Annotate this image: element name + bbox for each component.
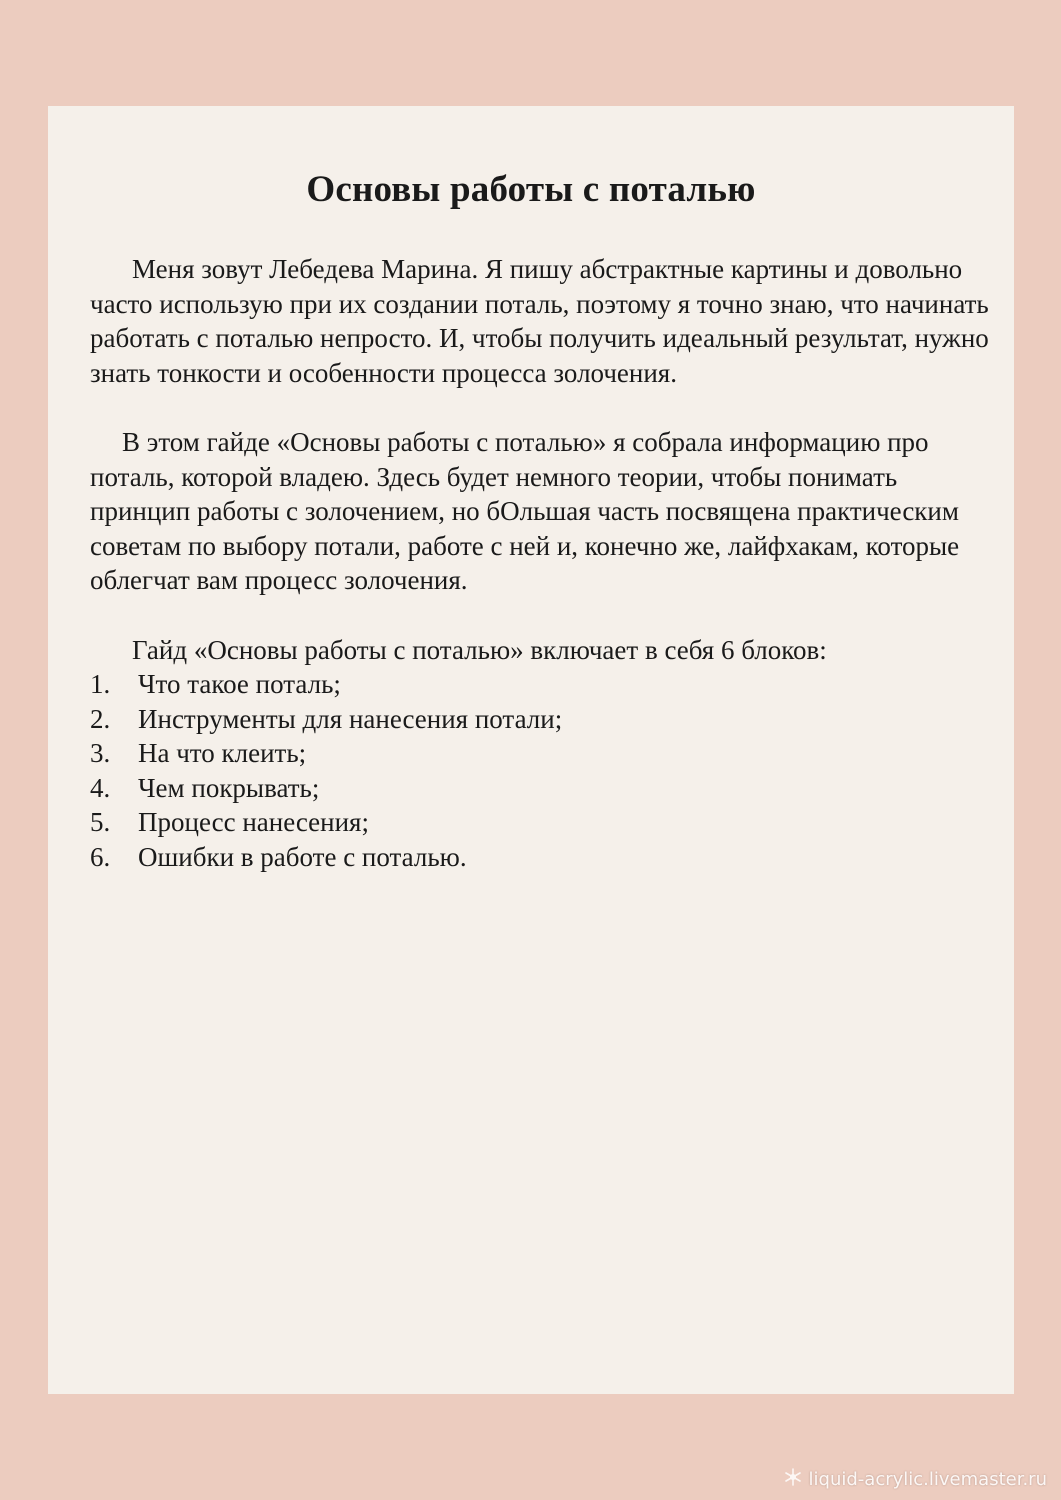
list-item-text: Ошибки в работе с поталью. xyxy=(138,841,467,872)
list-item xyxy=(90,771,990,806)
list-item-text: Процесс нанесения; xyxy=(138,807,369,837)
list-item xyxy=(90,736,990,771)
list-item xyxy=(90,805,990,840)
list-item-text: Чем покрывать; xyxy=(138,772,320,803)
list-item-number: 3. xyxy=(90,738,111,768)
list-item-number: 5. xyxy=(90,807,111,837)
intro-paragraph: Меня зовут Лебедева Марина. Я пишу абстрактные картины и довольно часто использую при их создании поталь, поэтому я точно знаю, что начинать работать с поталью непросто. И, чтобы получить идеальный результат, нужно знать тонкости и особенности процесса золочения. xyxy=(90,254,989,388)
list-item-text: На что клеить; xyxy=(138,738,307,768)
blocks-intro-paragraph: Гайд «Основы работы с поталью» включает в себя 6 блоков: xyxy=(132,634,827,665)
page-title: Основы работы с поталью xyxy=(306,169,756,210)
paragraph-spacer xyxy=(90,598,990,633)
paragraph-spacer xyxy=(90,390,990,425)
list-item xyxy=(90,840,990,875)
blocks-list xyxy=(90,667,990,874)
document-body xyxy=(90,252,990,874)
watermark xyxy=(783,1467,1047,1492)
page-card xyxy=(48,106,1014,1394)
snowflake-icon xyxy=(783,1467,803,1492)
list-item-text: Инструменты для нанесения потали; xyxy=(138,703,563,734)
guide-description-paragraph: В этом гайде «Основы работы с поталью» я собрала информацию про поталь, которой владею. Здесь будет немного теории, чтобы понимать принцип работы с золочением, но бОльшая часть посвящена практическим советам по выбору потали, работе с ней и, конечно же, лайфхакам, которые облегчат вам процесс золочения. xyxy=(90,427,960,595)
list-item-number: 6. xyxy=(90,841,111,872)
list-item-number: 2. xyxy=(90,703,111,734)
list-item xyxy=(90,667,990,702)
watermark-text: liquid-acrylic.livemaster.ru xyxy=(808,1469,1047,1490)
list-item xyxy=(90,702,990,737)
list-item-text: Что такое поталь; xyxy=(138,669,341,699)
list-item-number: 4. xyxy=(90,772,111,803)
list-item-number: 1. xyxy=(90,669,111,699)
